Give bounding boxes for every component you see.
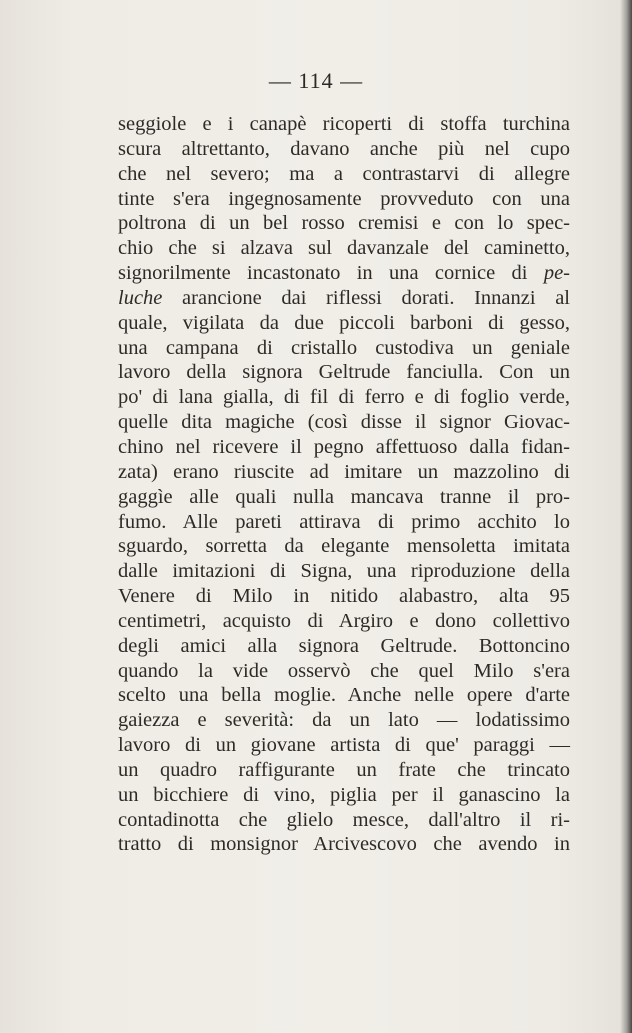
text-line: Venere di Milo in nitido alabastro, alta 95 xyxy=(118,585,570,608)
text-line: luche arancione dai riflessi dorati. Innanzi al xyxy=(118,286,570,309)
text-line: quelle dita magiche (così disse il signor Giovac- xyxy=(118,411,570,434)
text-line: centimetri, acquisto di Argiro e dono collettivo xyxy=(118,609,570,632)
text-line: po' di lana gialla, di fil di ferro e di foglio verde, xyxy=(118,386,570,409)
text-line: tratto di monsignor Arcivescovo che avendo in xyxy=(118,833,570,856)
text-line: fumo. Alle pareti attirava di primo acchito lo xyxy=(118,510,570,533)
text-line: un bicchiere di vino, piglia per il ganascino la xyxy=(118,783,570,806)
text-line: una campana di cristallo custodiva un geniale xyxy=(118,336,570,359)
text-line: sguardo, sorretta da elegante mensoletta imitata xyxy=(118,535,570,558)
text-line: zata) erano riuscite ad imitare un mazzolino di xyxy=(118,460,570,483)
text-line: gaggìe alle quali nulla mancava tranne il pro- xyxy=(118,485,570,508)
text-line: gaiezza e severità: da un lato — lodatissimo xyxy=(118,709,570,732)
text-line: quale, vigilata da due piccoli barboni di gesso, xyxy=(118,311,570,334)
text-line: quando la vide osservò che quel Milo s'era xyxy=(118,659,570,682)
text-line: chio che si alzava sul davanzale del caminetto, xyxy=(118,237,570,260)
text-line: un quadro raffigurante un frate che trincato xyxy=(118,758,570,781)
text-line: poltrona di un bel rosso cremisi e con lo spec- xyxy=(118,212,570,235)
text-line: seggiole e i canapè ricoperti di stoffa turchina xyxy=(118,113,570,135)
text-line: lavoro della signora Geltrude fanciulla. Con un xyxy=(118,361,570,384)
text-line: tinte s'era ingegnosamente provveduto con una xyxy=(118,187,570,210)
italic-word: luche xyxy=(118,286,163,309)
text-line: contadinotta che glielo mesce, dall'altro il ri- xyxy=(118,808,570,831)
text-line: lavoro di un giovane artista di que' paraggi — xyxy=(118,734,570,757)
text-line: signorilmente incastonato in una cornice di pe- xyxy=(118,262,570,285)
text-line: degli amici alla signora Geltrude. Bottoncino xyxy=(118,634,570,657)
text-line: che nel severo; ma a contrastarvi di allegre xyxy=(118,162,570,185)
text-line: chino nel ricevere il pegno affettuoso dalla fidan- xyxy=(118,435,570,458)
text-line: scelto una bella moglie. Anche nelle opere d'arte xyxy=(118,684,570,707)
page-number: — 114 — xyxy=(268,68,364,93)
body-text xyxy=(118,112,570,857)
italic-word: pe- xyxy=(543,262,570,285)
text-line: scura altrettanto, davano anche più nel cupo xyxy=(118,137,570,160)
text-line: dalle imitazioni di Signa, una riproduzione della xyxy=(118,560,570,583)
page-edge-shadow xyxy=(620,0,632,1033)
